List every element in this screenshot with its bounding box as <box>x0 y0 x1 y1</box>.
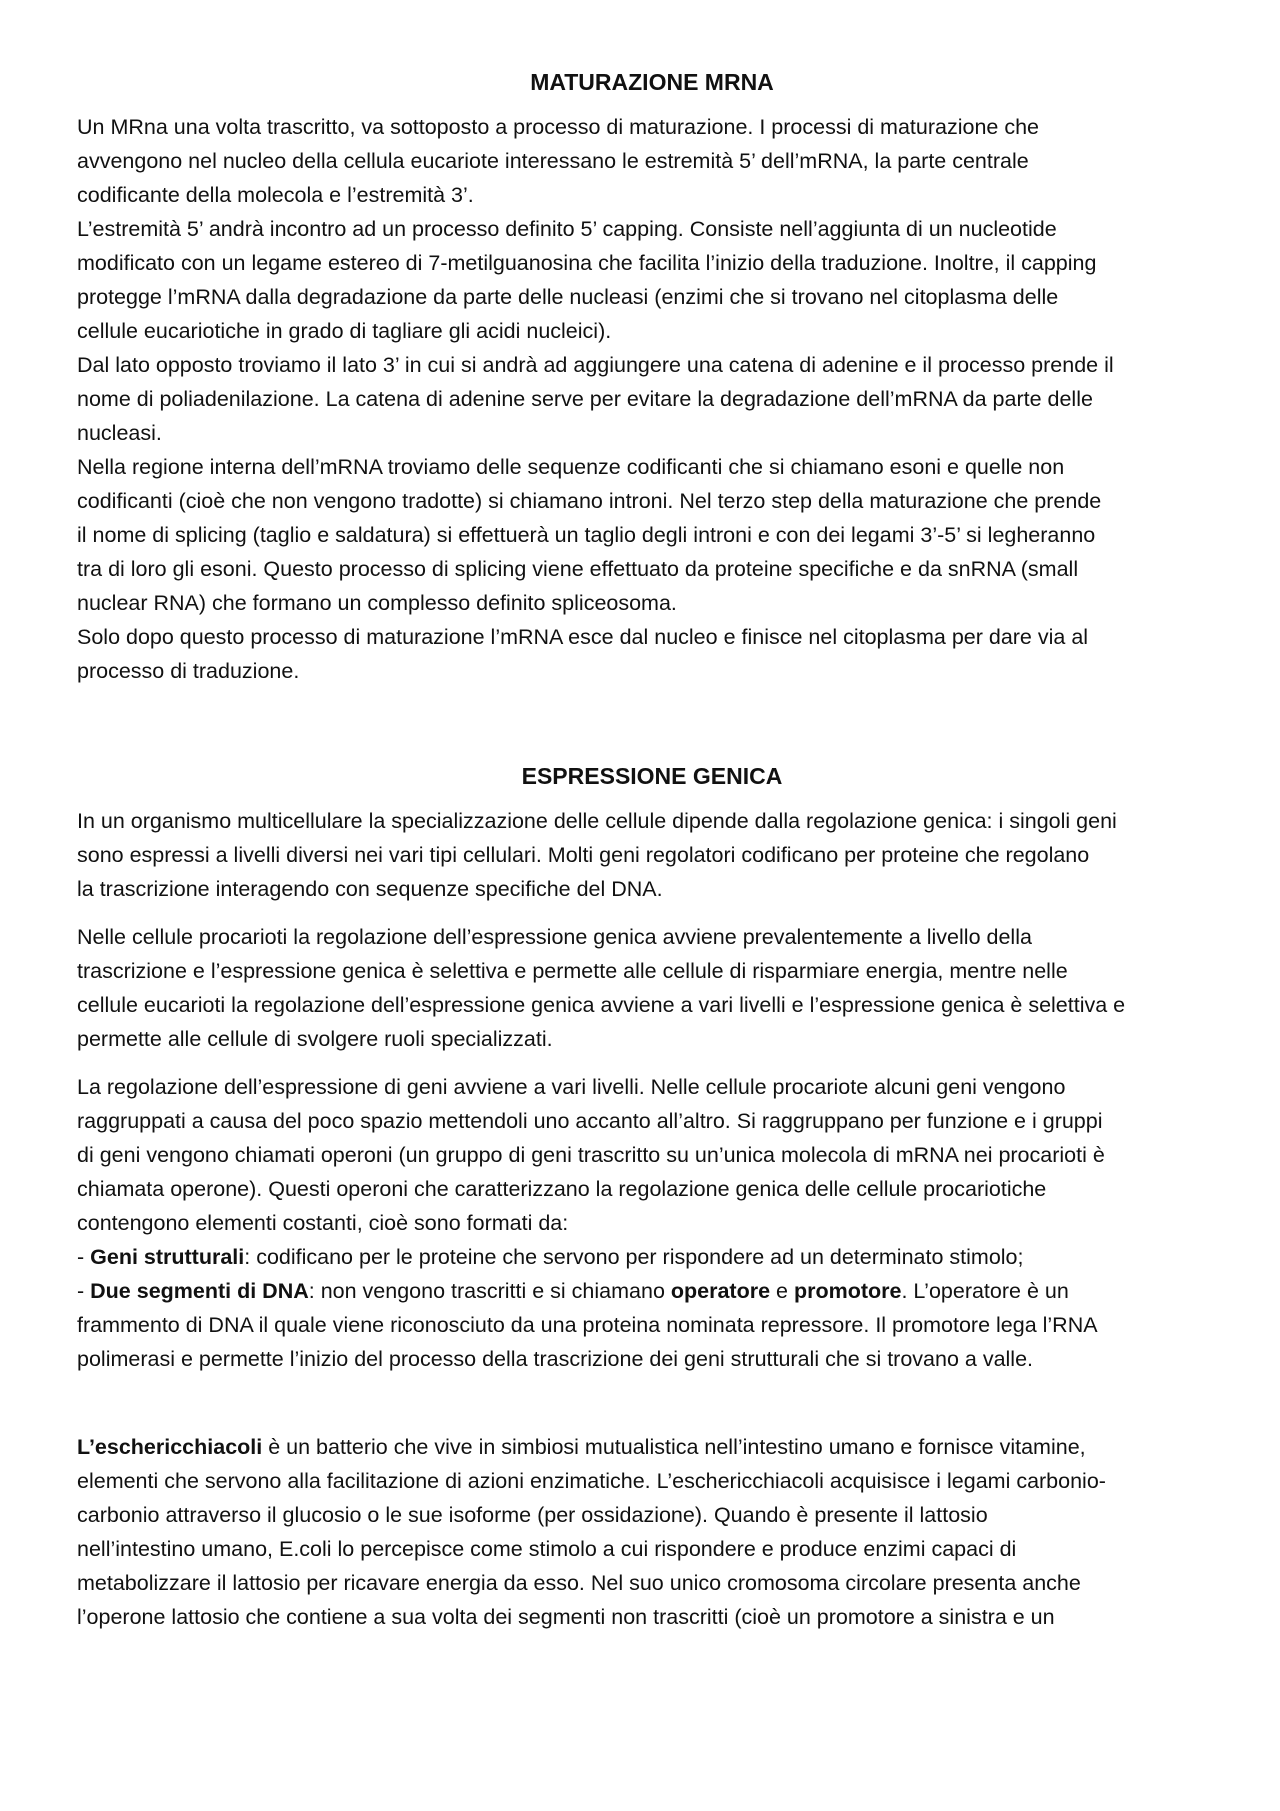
text-line: L’estremità 5’ andrà incontro ad un processo definito 5’ capping. Consiste nell’aggiunta di un nucleotide <box>77 217 1057 241</box>
bullet-prefix: - <box>77 1245 91 1269</box>
text-line: l’operone lattosio che contiene a sua volta dei segmenti non trascritti (cioè un promotore a sinistra e un <box>77 1605 1055 1629</box>
bullet-segmenti-dna <box>77 1279 1069 1303</box>
bullet-prefix: - <box>77 1279 91 1303</box>
bullet-text: e <box>770 1279 794 1303</box>
text-line: protegge l’mRNA dalla degradazione da parte delle nucleasi (enzimi che si trovano nel citoplasma delle <box>77 285 1059 309</box>
section-title-maturazione: MATURAZIONE MRNA <box>530 69 774 95</box>
text-line: chiamata operone). Questi operoni che caratterizzano la regolazione genica delle cellule procariotiche <box>77 1177 1047 1201</box>
text-line: codificanti (cioè che non vengono tradotte) si chiamano introni. Nel terzo step della maturazione che prende <box>77 489 1102 513</box>
text-line: elementi che servono alla facilitazione di azioni enzimatiche. L’eschericchiacoli acquisisce i legami carbonio- <box>77 1469 1106 1493</box>
bold-term: operatore <box>670 1279 771 1303</box>
text-line: sono espressi a livelli diversi nei vari tipi cellulari. Molti geni regolatori codificano per proteine che regolano <box>77 843 1090 867</box>
paragraph-espressione-3 <box>77 1070 1227 1376</box>
text-fragment: è un batterio che vive in simbiosi mutualistica nell’intestino umano e fornisce vitamine, <box>262 1435 1086 1459</box>
text-line: modificato con un legame estereo di 7-metilguanosina che facilita l’inizio della traduzione. Inoltre, il capping <box>77 251 1097 275</box>
text-line: permette alle cellule di svolgere ruoli specializzati. <box>77 1027 553 1051</box>
section-title-espressione: ESPRESSIONE GENICA <box>521 763 783 789</box>
bullet-geni-strutturali <box>77 1245 1023 1269</box>
text-line: Dal lato opposto troviamo il lato 3’ in cui si andrà ad aggiungere una catena di adenine e il processo prende il <box>77 353 1114 377</box>
bullet-text: : codificano per le proteine che servono per rispondere ad un determinato stimolo; <box>244 1245 1024 1269</box>
spacer <box>77 688 1227 756</box>
text-line: tra di loro gli esoni. Questo processo di splicing viene effettuato da proteine specifiche e da snRNA (small <box>77 557 1079 581</box>
text-line: codificante della molecola e l’estremità 3’. <box>77 183 474 207</box>
document-page <box>77 62 1227 1634</box>
text-line: il nome di splicing (taglio e saldatura) si effettuerà un taglio degli introni e con dei legami 3’-5’ si legheranno <box>77 523 1096 547</box>
text-line: nucleasi. <box>77 421 162 445</box>
text-line: Un MRna una volta trascritto, va sottoposto a processo di maturazione. I processi di maturazione che <box>77 115 1039 139</box>
paragraph-espressione-2 <box>77 920 1227 1056</box>
spacer <box>77 1376 1227 1430</box>
bold-term: Geni strutturali <box>90 1245 245 1269</box>
text-line: frammento di DNA il quale viene riconosciuto da una proteina nominata repressore. Il promotore lega l’RNA <box>77 1313 1098 1337</box>
text-line: trascrizione e l’espressione genica è selettiva e permette alle cellule di risparmiare energia, mentre nelle <box>77 959 1068 983</box>
text-line: raggruppati a causa del poco spazio mettendoli uno accanto all’altro. Si raggruppano per funzione e i gruppi <box>77 1109 1103 1133</box>
text-line: Solo dopo questo processo di maturazione l’mRNA esce dal nucleo e finisce nel citoplasma per dare via al <box>77 625 1089 649</box>
text-line: di geni vengono chiamati operoni (un gruppo di geni trascritto su un’unica molecola di mRNA nei procarioti è <box>77 1143 1105 1167</box>
text-line: cellule eucariotiche in grado di tagliare gli acidi nucleici). <box>77 319 612 343</box>
text-line: Nella regione interna dell’mRNA troviamo delle sequenze codificanti che si chiamano esoni e quelle non <box>77 455 1065 479</box>
text-line: In un organismo multicellulare la specializzazione delle cellule dipende dalla regolazione genica: i singoli geni <box>77 809 1117 833</box>
text-line: avvengono nel nucleo della cellula eucariote interessano le estremità 5’ dell’mRNA, la parte centrale <box>77 149 1029 173</box>
paragraph-maturazione <box>77 110 1227 688</box>
bullet-text: : non vengono trascritti e si chiamano <box>308 1279 671 1303</box>
text-line <box>77 1435 1086 1459</box>
paragraph-escherichia <box>77 1430 1227 1634</box>
text-line: contengono elementi costanti, cioè sono formati da: <box>77 1211 569 1235</box>
bullet-text: . L’operatore è un <box>901 1279 1069 1303</box>
text-line: carbonio attraverso il glucosio o le sue isoforme (per ossidazione). Quando è presente il lattosio <box>77 1503 988 1527</box>
bold-term: promotore <box>793 1279 902 1303</box>
text-line: processo di traduzione. <box>77 659 300 683</box>
text-line: la trascrizione interagendo con sequenze specifiche del DNA. <box>77 877 663 901</box>
text-line: metabolizzare il lattosio per ricavare energia da esso. Nel suo unico cromosoma circolare presenta anche <box>77 1571 1081 1595</box>
bold-term: L’eschericchiacoli <box>77 1435 263 1459</box>
text-line: nome di poliadenilazione. La catena di adenine serve per evitare la degradazione dell’mRNA da parte delle <box>77 387 1093 411</box>
text-line: cellule eucarioti la regolazione dell’espressione genica avviene a vari livelli e l’espressione genica è selettiva e <box>77 993 1126 1017</box>
text-line: nell’intestino umano, E.coli lo percepisce come stimolo a cui rispondere e produce enzimi capaci di <box>77 1537 1017 1561</box>
paragraph-espressione-1 <box>77 804 1227 906</box>
text-line: La regolazione dell’espressione di geni avviene a vari livelli. Nelle cellule procariote alcuni geni vengono <box>77 1075 1066 1099</box>
text-line: nuclear RNA) che formano un complesso definito spliceosoma. <box>77 591 677 615</box>
text-line: polimerasi e permette l’inizio del processo della trascrizione dei geni strutturali che si trovano a valle. <box>77 1347 1034 1371</box>
bold-term: Due segmenti di DNA <box>90 1279 309 1303</box>
text-line: Nelle cellule procarioti la regolazione dell’espressione genica avviene prevalentemente a livello della <box>77 925 1032 949</box>
